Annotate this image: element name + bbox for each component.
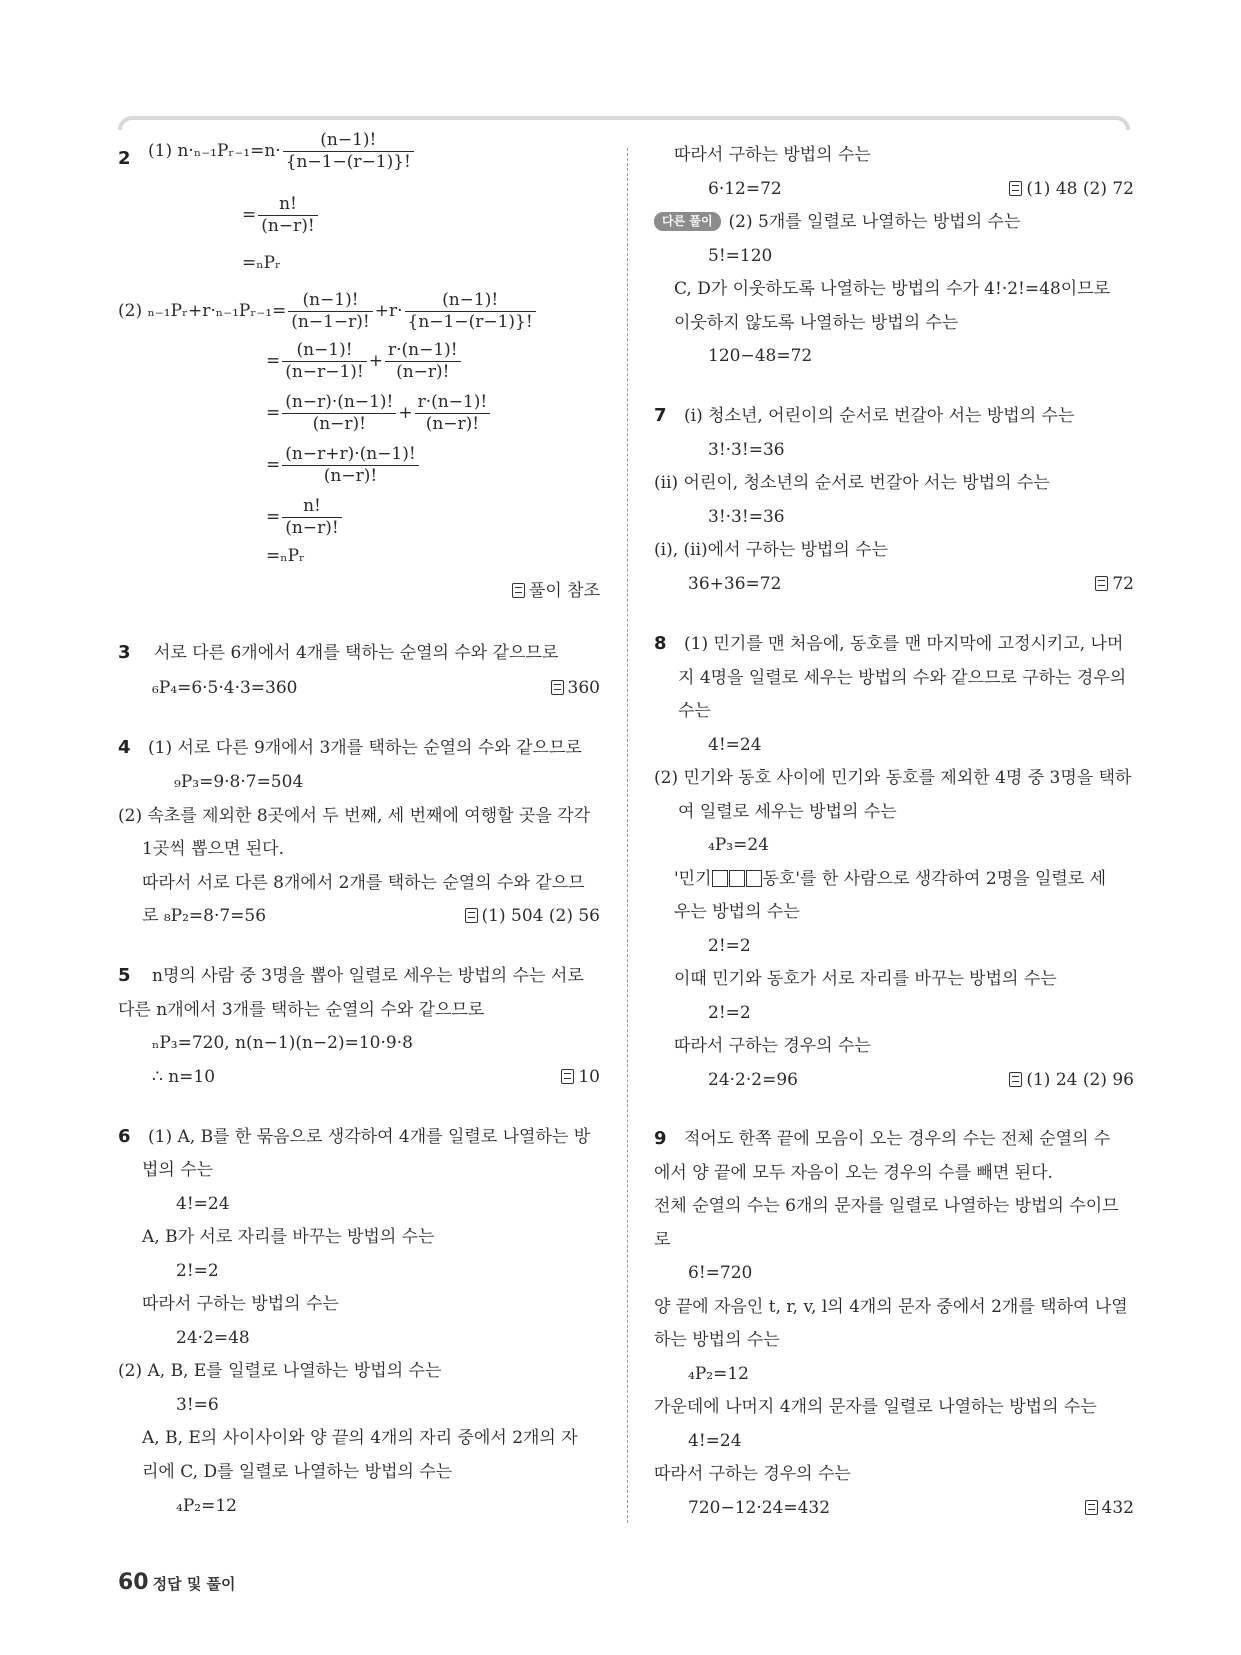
equation-line: ₉P₃=9·8·7=504: [174, 772, 304, 792]
equation-line: 120−48=72: [708, 346, 813, 366]
text-line: 따라서 구하는 방법의 수는: [142, 1294, 339, 1314]
text-line: 적어도 한쪽 끝에 모음이 오는 경우의 수는 전체 순열의 수: [684, 1129, 1111, 1149]
denominator: (n−r)!: [285, 518, 339, 538]
problem-number: 2: [118, 148, 131, 169]
alt-solution-badge: 다른 풀이: [654, 212, 721, 231]
fraction: [288, 290, 372, 333]
text-line: 따라서 구하는 경우의 수는: [654, 1464, 851, 1484]
problem-number: 7: [654, 405, 667, 426]
fraction: [283, 130, 414, 173]
text-line: 다른 n개에서 3개를 택하는 순열의 수와 같으므로: [118, 1000, 485, 1020]
blank-box-icon: [712, 870, 728, 887]
text-line: 양 끝에 자음인 t, r, v, l의 4개의 문자 중에서 2개를 택하여 나열: [654, 1297, 1128, 1317]
equation-line: 4!=24: [708, 735, 762, 755]
answer-icon: [551, 680, 564, 695]
equation-text: =: [266, 403, 281, 423]
answer-text: 10: [578, 1067, 600, 1087]
text-line: (1) 서로 다른 9개에서 3개를 택하는 순열의 수와 같으므로: [148, 738, 582, 758]
text-line: 우는 방법의 수는: [674, 902, 800, 922]
answer-icon: [465, 908, 478, 923]
answer-tag: [512, 580, 600, 602]
problem-number: 5: [118, 965, 131, 986]
problem-number: 9: [654, 1128, 667, 1149]
equation-text: +: [368, 351, 383, 371]
numerator: n!: [258, 194, 317, 216]
equation-line: 로 ₈P₂=8·7=56: [142, 906, 267, 926]
text: 동호'를 한 사람으로 생각하여 2명을 일렬로 세: [762, 869, 1107, 889]
denominator: (n−r)!: [425, 414, 480, 434]
text: '민기: [674, 869, 712, 889]
equation-text: =: [266, 455, 281, 475]
answer-icon: [512, 583, 525, 598]
text-line: (2) 민기와 동호 사이에 민기와 동호를 제외한 4명 중 3명을 택하: [654, 768, 1132, 788]
page-footer: [118, 1570, 236, 1595]
text-line: 따라서 구하는 방법의 수는: [674, 145, 871, 165]
text-line: 이웃하지 않도록 나열하는 방법의 수는: [674, 313, 959, 333]
blank-box-icon: [746, 870, 762, 887]
equation-line: ₄P₃=24: [708, 835, 769, 855]
answer-tag: [1009, 178, 1134, 200]
text-line: (1) A, B를 한 묶음으로 생각하여 4개를 일렬로 나열하는 방: [148, 1127, 591, 1147]
fraction: [282, 444, 418, 487]
text-line: 여 일렬로 세우는 방법의 수는: [678, 802, 897, 822]
text-line: 법의 수는: [142, 1160, 214, 1180]
text-line: 수는: [678, 701, 711, 721]
text-line: [674, 868, 1106, 890]
text-line: (1) 민기를 맨 처음에, 동호를 맨 마지막에 고정시키고, 나머: [684, 634, 1124, 654]
equation-line: 4!=24: [688, 1431, 742, 1451]
text-line: 서로 다른 6개에서 4개를 택하는 순열의 수와 같으므로: [154, 643, 559, 663]
problem-number: 6: [118, 1126, 131, 1147]
equation-line: ∴ n=10: [152, 1067, 216, 1087]
column-divider: [627, 148, 628, 1523]
text-line: 따라서 서로 다른 8개에서 2개를 택하는 순열의 수와 같으므: [142, 873, 585, 893]
numerator: r·(n−1)!: [385, 340, 461, 362]
denominator: {n−1−(r−1)}!: [285, 152, 411, 172]
text-line: (ⅱ) 어린이, 청소년의 순서로 번갈아 서는 방법의 수는: [654, 473, 1050, 493]
equation-line: =ₙPᵣ: [266, 546, 305, 566]
equation-line: 2!=2: [708, 936, 751, 956]
equation-line: [266, 340, 463, 383]
equation-line: ₄P₂=12: [176, 1496, 237, 1516]
denominator: {n−1−(r−1)}!: [407, 312, 533, 332]
equation-line: 5!=120: [708, 246, 773, 266]
equation-text: +r·: [374, 301, 403, 321]
denominator: (n−r)!: [261, 216, 315, 236]
text-line: 이때 민기와 동호가 서로 자리를 바꾸는 방법의 수는: [674, 969, 1057, 989]
equation-line: 3!=6: [176, 1395, 219, 1415]
equation-line: 3!·3!=36: [708, 440, 785, 460]
answer-text: (1) 504 (2) 56: [481, 906, 600, 926]
equation-text: (2) ₙ₋₁Pᵣ+r·ₙ₋₁Pᵣ₋₁=: [118, 301, 287, 321]
text-line: 1곳씩 뽑으면 된다.: [142, 839, 284, 859]
answer-text: 432: [1101, 1498, 1134, 1518]
answer-icon: [1095, 576, 1108, 591]
denominator: (n−r)!: [323, 466, 378, 486]
equation-text: (1) n·ₙ₋₁Pᵣ₋₁=n·: [148, 141, 281, 161]
text-line: 하는 방법의 수는: [654, 1330, 780, 1350]
text-line: 로: [654, 1230, 671, 1250]
equation-line: [266, 392, 492, 435]
equation-line: 6!=720: [688, 1263, 753, 1283]
equation-line: [266, 496, 344, 539]
answer-text: (1) 48 (2) 72: [1026, 179, 1134, 199]
answer-icon: [1009, 1072, 1022, 1087]
text-line: 지 4명을 일렬로 세우는 방법의 수와 같으므로 구하는 경우의: [678, 668, 1127, 688]
equation-line: 720−12·24=432: [688, 1498, 831, 1518]
equation-line: 36+36=72: [688, 574, 782, 594]
denominator: (n−r)!: [312, 414, 366, 434]
page-number: 60: [118, 1570, 149, 1595]
text-line: 리에 C, D를 일렬로 나열하는 방법의 수는: [142, 1462, 453, 1482]
denominator: (n−1−r)!: [291, 312, 370, 332]
equation-line: 2!=2: [708, 1003, 751, 1023]
equation-text: =: [242, 205, 257, 225]
text-line: n명의 사람 중 3명을 뽑아 일렬로 세우는 방법의 수는 서로: [152, 966, 584, 986]
equation-line: [266, 444, 421, 487]
equation-line: ₆P₄=6·5·4·3=360: [152, 678, 298, 698]
answer-icon: [1085, 1500, 1098, 1515]
text-line: (ⅰ) 청소년, 어린이의 순서로 번갈아 서는 방법의 수는: [684, 406, 1075, 426]
answer-tag: [1095, 573, 1134, 595]
text-line: (2) A, B, E를 일렬로 나열하는 방법의 수는: [118, 1361, 442, 1381]
answer-icon: [1009, 181, 1022, 196]
numerator: r·(n−1)!: [415, 392, 491, 414]
equation-line: ₙP₃=720, n(n−1)(n−2)=10·9·8: [152, 1033, 413, 1053]
numerator: (n−r)·(n−1)!: [282, 392, 396, 414]
answer-icon: [561, 1069, 574, 1084]
equation-line: [242, 194, 320, 237]
fraction: [415, 392, 491, 435]
equation-line: [148, 130, 416, 173]
fraction: [282, 496, 341, 539]
equation-line: 6·12=72: [708, 179, 782, 199]
equation-line: =ₙPᵣ: [242, 253, 281, 273]
answer-tag: [551, 677, 600, 699]
answer-tag: [1009, 1069, 1134, 1091]
text-line: A, B, E의 사이사이와 양 끝의 4개의 자리 중에서 2개의 자: [142, 1428, 578, 1448]
text: (2) 5개를 일렬로 나열하는 방법의 수는: [728, 212, 1021, 232]
denominator: (n−r−1)!: [285, 362, 364, 382]
text-line: A, B가 서로 자리를 바꾸는 방법의 수는: [142, 1227, 435, 1247]
text-line: 따라서 구하는 경우의 수는: [674, 1036, 871, 1056]
numerator: (n−r+r)·(n−1)!: [282, 444, 418, 466]
answer-tag: [465, 905, 600, 927]
text-line: C, D가 이웃하도록 나열하는 방법의 수가 4!·2!=48이므로: [674, 279, 1111, 299]
answer-tag: [1085, 1497, 1134, 1519]
answer-tag: [561, 1066, 600, 1088]
equation-text: =: [266, 351, 281, 371]
top-border: [118, 116, 1130, 130]
answer-text: 풀이 참조: [528, 581, 600, 601]
denominator: (n−r)!: [396, 362, 450, 382]
equation-line: 3!·3!=36: [708, 507, 785, 527]
fraction: [282, 392, 396, 435]
equation-line: [118, 290, 538, 333]
equation-line: 2!=2: [176, 1261, 219, 1281]
equation-text: +: [398, 403, 413, 423]
answer-text: 360: [567, 678, 600, 698]
numerator: (n−1)!: [282, 340, 366, 362]
text-line: [654, 211, 1020, 233]
text-line: 에서 양 끝에 모두 자음이 오는 경우의 수를 빼면 된다.: [654, 1163, 1053, 1183]
numerator: (n−1)!: [405, 290, 536, 312]
answer-text: (1) 24 (2) 96: [1026, 1070, 1134, 1090]
numerator: (n−1)!: [283, 130, 414, 152]
fraction: [282, 340, 366, 383]
equation-line: 4!=24: [176, 1194, 230, 1214]
problem-number: 3: [118, 642, 131, 663]
equation-line: 24·2=48: [176, 1328, 250, 1348]
equation-line: 24·2·2=96: [708, 1070, 798, 1090]
fraction: [385, 340, 461, 383]
numerator: (n−1)!: [288, 290, 372, 312]
numerator: n!: [282, 496, 341, 518]
fraction: [405, 290, 536, 333]
equation-text: =: [266, 507, 281, 527]
answer-text: 72: [1112, 574, 1134, 594]
fraction: [258, 194, 317, 237]
text-line: (2) 속초를 제외한 8곳에서 두 번째, 세 번째에 여행할 곳을 각각: [118, 806, 591, 826]
text-line: (ⅰ), (ⅱ)에서 구하는 방법의 수는: [654, 540, 889, 560]
blank-box-icon: [729, 870, 745, 887]
text-line: 가운데에 나머지 4개의 문자를 일렬로 나열하는 방법의 수는: [654, 1397, 1097, 1417]
footer-label: 정답 및 풀이: [152, 1575, 236, 1593]
problem-number: 8: [654, 633, 667, 654]
equation-line: ₄P₂=12: [688, 1364, 749, 1384]
problem-number: 4: [118, 737, 131, 758]
text-line: 전체 순열의 수는 6개의 문자를 일렬로 나열하는 방법의 수이므: [654, 1196, 1119, 1216]
